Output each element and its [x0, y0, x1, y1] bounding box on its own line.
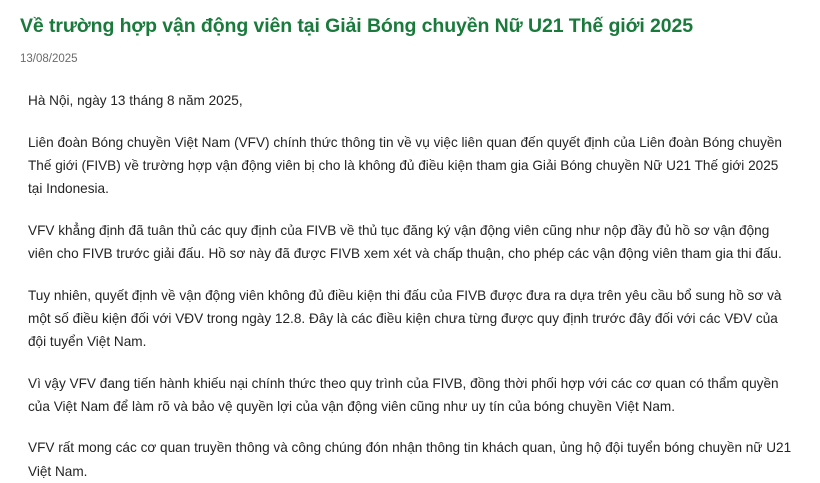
article-body [0, 65, 820, 483]
paragraph-2: VFV khẳng định đã tuân thủ các quy định của FIVB về thủ tục đăng ký vận động viên cũng như nộp đầy đủ hồ sơ vận động viên cho FIVB trước giải đấu. Hồ sơ này đã được FIVB xem xét và chấp thuận, cho phép các vận động viên tham gia thi đấu. [28, 222, 782, 262]
publish-date: 13/08/2025 [20, 53, 78, 66]
paragraph-1: Liên đoàn Bóng chuyền Việt Nam (VFV) chính thức thông tin về vụ việc liên quan đến quyết định của Liên đoàn Bóng chuyền Thế giới (FIVB) về trường hợp vận động viên bị cho là không đủ điều kiện tham gia Giải Bóng chuyền Nữ U21 Thế giới 2025 tại Indonesia. [28, 134, 782, 197]
paragraph-3: Tuy nhiên, quyết định về vận động viên không đủ điều kiện thi đấu của FIVB được đưa ra dựa trên yêu cầu bổ sung hồ sơ và một số điều kiện đối với VĐV trong ngày 12.8. Đây là các điều kiện chưa từng được quy định trước đây đối với các VĐV của đội tuyển Việt Nam. [28, 287, 782, 350]
paragraph-dateline: Hà Nội, ngày 13 tháng 8 năm 2025, [28, 93, 243, 109]
paragraph-5: VFV rất mong các cơ quan truyền thông và công chúng đón nhận thông tin khách quan, ủng hộ đội tuyển bóng chuyền nữ U21 Việt Nam. [28, 440, 792, 479]
page-title: Về trường hợp vận động viên tại Giải Bóng chuyền Nữ U21 Thế giới 2025 [20, 15, 693, 37]
article-header [0, 0, 820, 65]
paragraph-4: Vì vậy VFV đang tiến hành khiếu nại chính thức theo quy trình của FIVB, đồng thời phối hợp với các cơ quan có thẩm quyền của Việt Nam để làm rõ và bảo vệ quyền lợi của vận động viên cũng như uy tín của bóng chuyền Việt Nam. [28, 375, 779, 415]
